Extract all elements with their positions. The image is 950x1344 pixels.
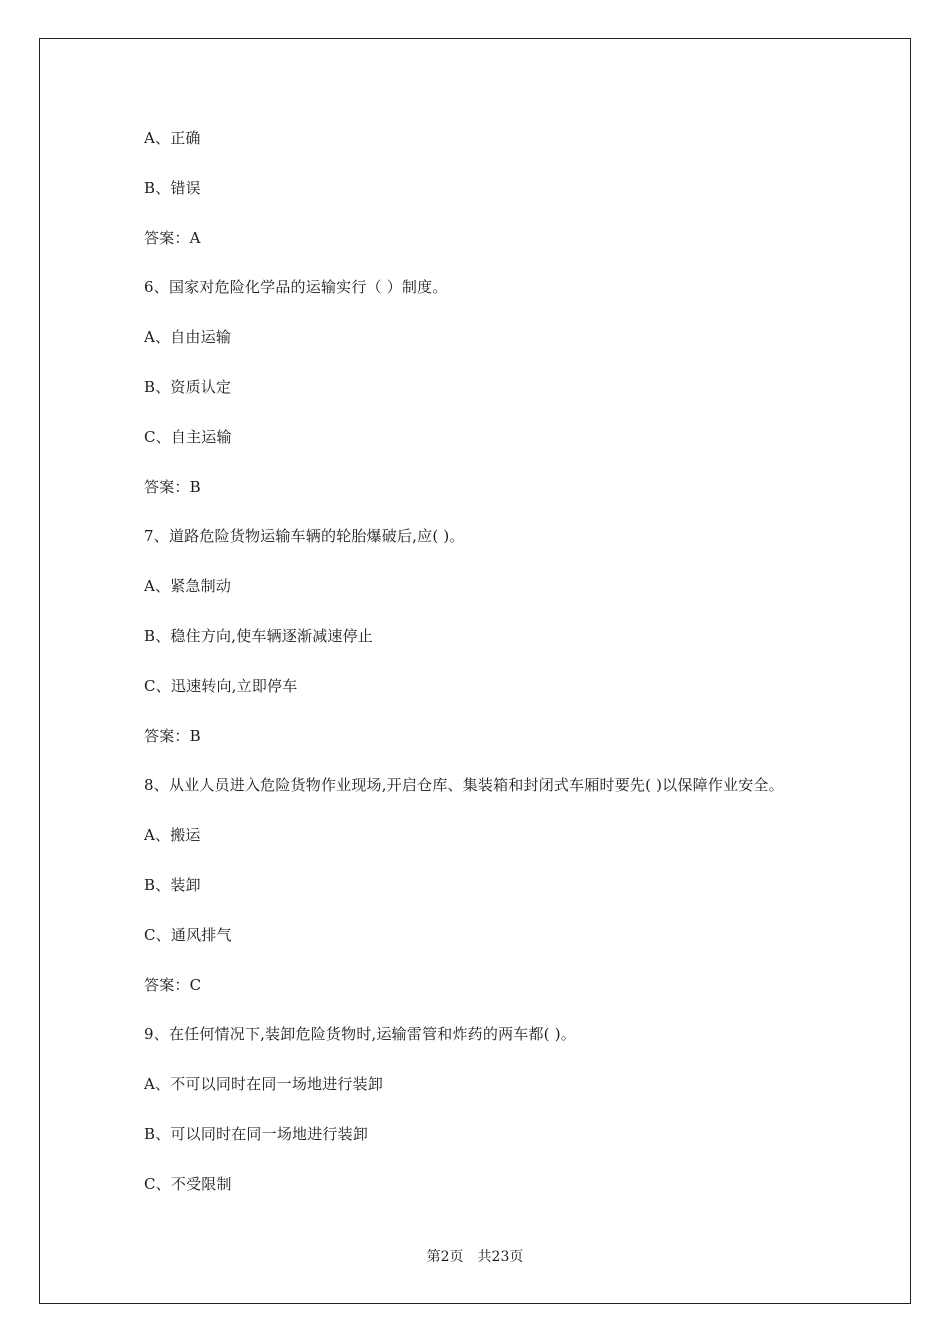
answer-line: 答案：A <box>144 228 201 247</box>
option-line: A、自由运输 <box>144 328 232 347</box>
option-line: A、不可以同时在同一场地进行装卸 <box>144 1075 384 1094</box>
option-line: B、装卸 <box>144 875 201 894</box>
page-number: 第2页 <box>426 1249 464 1265</box>
option-line: B、稳住方向,使车辆逐渐减速停止 <box>144 626 373 645</box>
option-line: C、自主运输 <box>144 427 232 446</box>
question-line: 8、从业人员进入危险货物作业现场,开启仓库、集装箱和封闭式车厢时要先( )以保障作业安全。 <box>144 776 784 795</box>
answer-line: 答案：B <box>144 726 201 745</box>
page-footer <box>0 1246 950 1266</box>
option-line: C、不受限制 <box>144 1174 232 1193</box>
question-line: 9、在任何情况下,装卸危险货物时,运输雷管和炸药的两车都( )。 <box>144 1025 576 1044</box>
question-list <box>144 126 864 1222</box>
answer-line: 答案：C <box>144 975 202 994</box>
question-line: 6、国家对危险化学品的运输实行（ ）制度。 <box>144 278 448 297</box>
option-line: B、资质认定 <box>144 377 232 396</box>
question-line: 7、道路危险货物运输车辆的轮胎爆破后,应( )。 <box>144 527 465 546</box>
option-line: C、迅速转向,立即停车 <box>144 676 298 695</box>
answer-line: 答案：B <box>144 477 201 496</box>
option-line: A、搬运 <box>144 826 201 845</box>
option-line: B、可以同时在同一场地进行装卸 <box>144 1124 369 1143</box>
option-line: A、紧急制动 <box>144 577 232 596</box>
option-line: B、错误 <box>144 178 201 197</box>
option-line: C、通风排气 <box>144 925 232 944</box>
option-line: A、正确 <box>144 129 201 147</box>
page-total: 共23页 <box>477 1249 524 1265</box>
